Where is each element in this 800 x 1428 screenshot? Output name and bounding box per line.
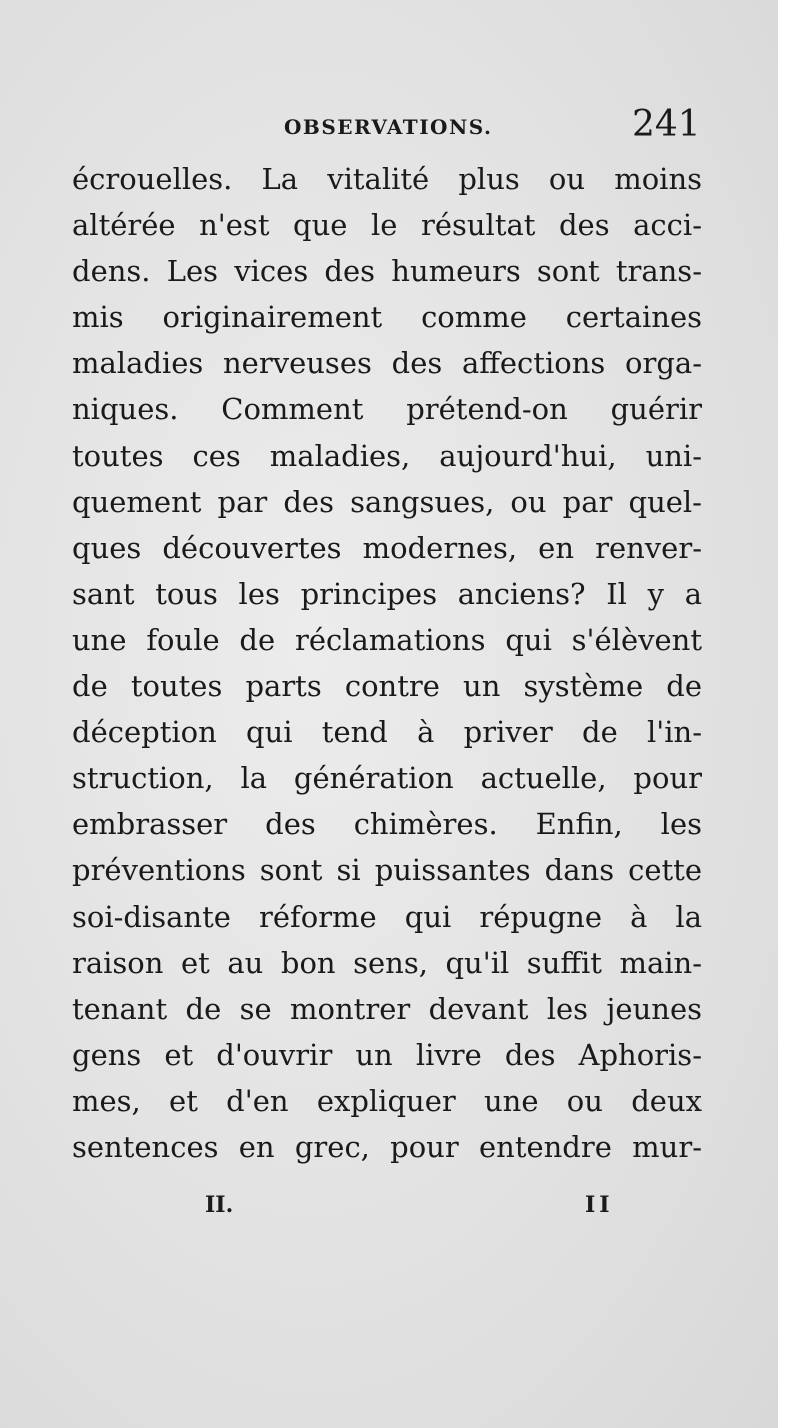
text-line: une foule de réclamations qui s'élèvent [72,622,702,657]
text-line: niques. Comment prétend-on guérir [72,392,702,427]
text-line: struction, la génération actuelle, pour [72,761,702,796]
text-line: maladies nerveuses des affections orga- [72,346,702,381]
text-line: gens et d'ouvrir un livre des Aphoris- [72,1037,702,1072]
text-line: mes, et d'en expliquer une ou deux [72,1083,702,1118]
gathering-mark: II [585,1192,614,1218]
text-line: embrasser des chimères. Enfin, les [72,807,702,842]
text-line: dens. Les vices des humeurs sont trans- [72,254,702,289]
running-head: OBSERVATIONS. [284,115,493,139]
body-text [72,156,702,1170]
text-line: raison et au bon sens, qu'il suffit main- [72,945,702,980]
text-line: ques découvertes modernes, en renver- [72,530,702,565]
page-edge [778,0,800,1428]
text-line: mis originairement comme certaines [72,300,702,335]
text-line: préventions sont si puissantes dans cette [72,853,702,888]
text-line: altérée n'est que le résultat des acci- [72,208,702,243]
text-line: sant tous les principes anciens? Il y a [72,576,702,611]
text-line: tenant de se montrer devant les jeunes [72,991,702,1026]
text-line: toutes ces maladies, aujourd'hui, uni- [72,438,702,473]
text-line: de toutes parts contre un système de [72,669,702,704]
text-line: écrouelles. La vitalité plus ou moins [72,162,702,196]
text-line: sentences en grec, pour entendre mur- [72,1129,702,1164]
signature-mark: II. [205,1192,234,1218]
text-line: quement par des sangsues, ou par quel- [72,484,702,519]
page-number: 241 [632,104,701,145]
text-line: soi-disante réforme qui répugne à la [72,899,702,934]
text-line: déception qui tend à priver de l'in- [72,715,702,750]
